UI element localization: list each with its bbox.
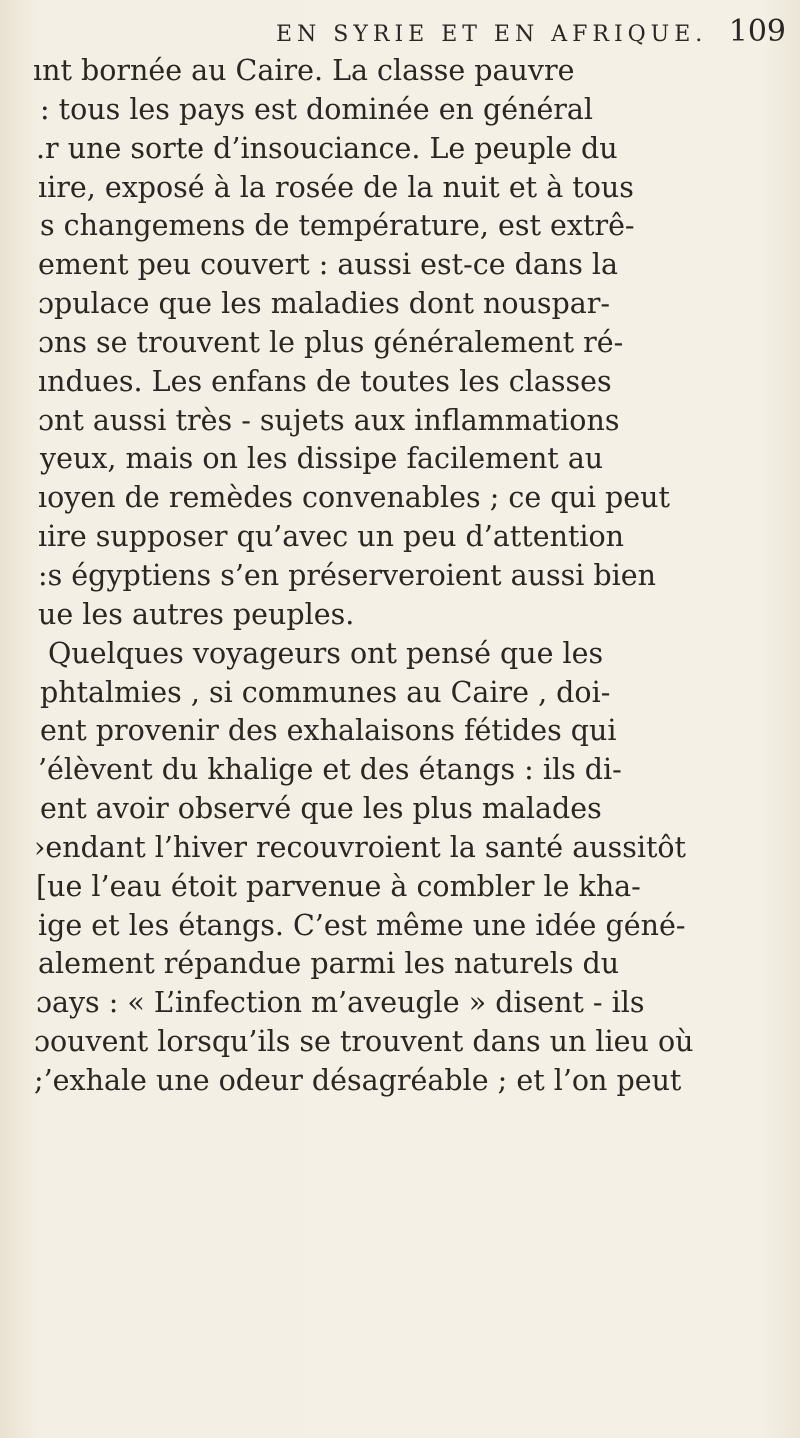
text-line: ɔpulace que les maladies dont nouspar- [38,287,611,321]
text-line: : tous les pays est dominée en général [40,92,594,126]
running-head-title: EN SYRIE ET EN AFRIQUE. [276,22,708,47]
text-line: ige et les étangs. C’est même une idée géné- [38,908,686,942]
text-line: ›endant l’hiver recouvroient la santé aussitôt [34,830,687,864]
page-number: 109 [728,14,786,49]
text-line: ıire, exposé à la rosée de la nuit et à tous [38,170,634,204]
text-line: ıoyen de remèdes convenables ; ce qui peut [38,481,670,515]
text-line: phtalmies , si communes au Caire , doi- [40,675,611,709]
text-line: ındues. Les enfans de toutes les classes [38,364,612,398]
text-line: ınt bornée au Caire. La classe pauvre [33,54,575,87]
text-line: .r une sorte d’insouciance. Le peuple du [36,131,618,165]
text-line: ɔouvent lorsqu’ils se trouvent dans un lieu où [34,1025,694,1059]
text-line: yeux, mais on les dissipe facilement au [40,442,604,476]
text-line: ɔns se trouvent le plus généralement ré- [38,325,624,359]
text-line: ;’exhale une odeur désagréable ; et l’on peut [34,1063,682,1097]
body-text [0,52,790,1101]
text-line: alement répandue parmi les naturels du [38,947,620,981]
text-line: s changemens de température, est extrê- [40,209,635,243]
text-line: ue les autres peuples. [38,597,355,631]
text-line: ent provenir des exhalaisons fétides qui [40,714,617,748]
text-line: Quelques voyageurs ont pensé que les [48,636,604,670]
text-line: ɔnt aussi très - sujets aux inflammations [38,403,620,437]
text-line: :s égyptiens s’en préserveroient aussi bien [38,558,656,592]
text-line: ement peu couvert : aussi est-ce dans la [38,248,619,282]
text-line: ’élèvent du khalige et des étangs : ils di- [38,753,622,787]
text-line: ɔays : « L’infection m’aveugle » disent - ils [36,986,645,1020]
text-line: ıire supposer qu’avec un peu d’attention [38,520,625,554]
text-line: ent avoir observé que les plus malades [40,792,602,826]
text-line: [ue l’eau étoit parvenue à combler le kha- [36,869,641,903]
running-head [276,14,786,54]
